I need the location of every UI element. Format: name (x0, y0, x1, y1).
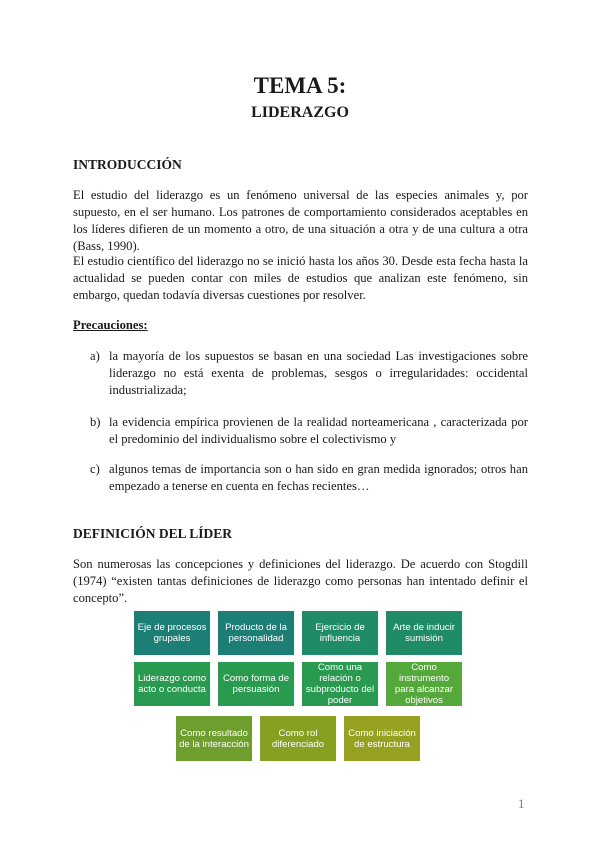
diagram-box: Ejercicio de influencia (302, 611, 378, 655)
intro-paragraph-2: El estudio científico del liderazgo no se inició hasta los años 30. Desde esta fecha hasta la actualidad se pueden contar con miles de estudios que analizan este fenómeno, sin embargo, quedan todavía diversas cuestiones por resolver. (73, 254, 528, 302)
page-subtitle: LIDERAZGO (251, 104, 349, 121)
list-item-text: la mayoría de los supuestos se basan en una sociedad Las investigaciones sobre liderazgo no está exenta de problemas, sesgos o irregularidades: occidental industrializada; (109, 349, 528, 397)
list-item-text: algunos temas de importancia son o han sido en gran medida ignorados; otros han empezado a tenerse en cuenta en fechas recientes… (109, 462, 528, 493)
diagram-box: Como rol diferenciado (260, 716, 336, 761)
diagram-box: Como resultado de la interacción (176, 716, 252, 761)
diagram-box: Liderazgo como acto o conducta (134, 662, 210, 706)
intro-heading: INTRODUCCIÓN (73, 157, 182, 172)
precauciones-heading: Precauciones: (73, 318, 148, 332)
definicion-paragraph: Son numerosas las concepciones y definiciones del liderazgo. De acuerdo con Stogdill (1974) “existen tantas definiciones de liderazgo como personas han intentado definir el concepto”. (73, 557, 528, 605)
diagram-box: Eje de procesos grupales (134, 611, 210, 655)
list-marker: a) (90, 349, 100, 363)
page-title: TEMA 5: (253, 73, 347, 98)
diagram-box: Como instrumento para alcanzar objetivos (386, 662, 462, 706)
diagram-box: Como una relación o subproducto del poder (302, 662, 378, 706)
list-item-text: la evidencia empírica provienen de la realidad norteamericana , caracterizada por el predominio del individualismo sobre el colectivismo y (109, 415, 528, 446)
diagram-box: Arte de inducir sumisión (386, 611, 462, 655)
list-marker: b) (90, 415, 101, 429)
diagram-box: Como iniciación de estructura (344, 716, 420, 761)
list-marker: c) (90, 462, 100, 476)
definicion-heading: DEFINICIÓN DEL LÍDER (73, 526, 233, 541)
intro-paragraph-1: El estudio del liderazgo es un fenómeno universal de las especies animales y, por supuesto, en el ser humano. Los patrones de comportamiento considerados aceptables en los líderes difieren de un momento a otro, de una situación a otra y de una cultura a otra (Bass, 1990). (73, 188, 528, 253)
page-number: 1 (518, 796, 525, 811)
diagram-box: Producto de la personalidad (218, 611, 294, 655)
diagram-box: Como forma de persuasión (218, 662, 294, 706)
